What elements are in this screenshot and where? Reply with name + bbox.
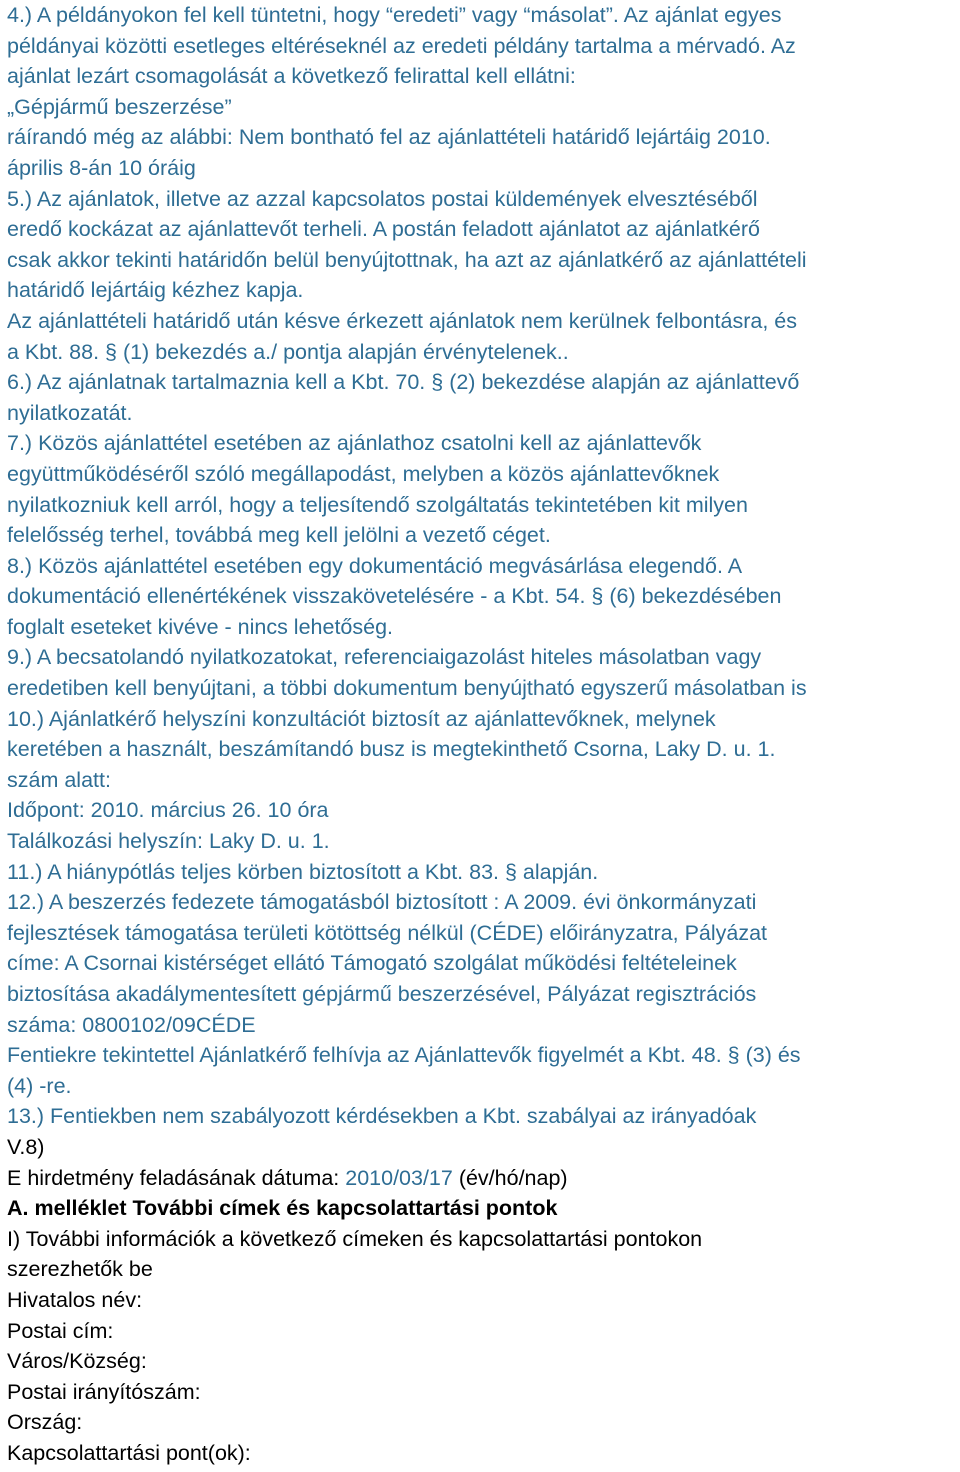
text-line: 10.) Ajánlatkérő helyszíni konzultációt biztosít az ajánlattevőknek, melynek bbox=[7, 706, 716, 731]
text-line: keretében a használt, beszámítandó busz is megtekinthető Csorna, Laky D. u. 1. bbox=[7, 737, 776, 762]
text-line: Időpont: 2010. március 26. 10 óra bbox=[7, 798, 329, 823]
text-line: biztosítása akadálymentesített gépjármű beszerzésével, Pályázat regisztrációs bbox=[7, 982, 757, 1006]
text-line: együttműködéséről szóló megállapodást, melyben a közös ajánlattevőknek bbox=[7, 461, 720, 486]
field-label-postal-code: Postai irányítószám: bbox=[7, 1379, 201, 1404]
field-label-town: Város/Község: bbox=[7, 1349, 147, 1374]
text-line: foglalt eseteket kivéve - nincs lehetőség. bbox=[7, 614, 394, 639]
text-line: szám alatt: bbox=[7, 767, 111, 792]
publication-date-line bbox=[7, 1163, 954, 1194]
annex-fields bbox=[7, 1224, 954, 1469]
text-line: 4.) A példányokon fel kell tüntetni, hogy “eredeti” vagy “másolat”. Az ajánlat egyes bbox=[7, 3, 782, 27]
field-label-postal-address: Postai cím: bbox=[7, 1318, 114, 1343]
text-line: 11.) A hiánypótlás teljes körben biztosított a Kbt. 83. § alapján. bbox=[7, 859, 599, 884]
annex-intro-line: szerezhetők be bbox=[7, 1257, 153, 1282]
text-line: Fentiekre tekintettel Ajánlatkérő felhívja az Ajánlattevők figyelmét a Kbt. 48. § (3) és bbox=[7, 1043, 801, 1068]
text-line: eredetiben kell benyújtani, a többi dokumentum benyújtható egyszerű másolatban is bbox=[7, 676, 807, 701]
annex-intro-line: I) További információk a következő címeken és kapcsolattartási pontokon bbox=[7, 1226, 703, 1251]
text-line: 5.) Az ajánlatok, illetve az azzal kapcsolatos postai küldemények elvesztéséből bbox=[7, 186, 758, 211]
section-reference: V.8) bbox=[7, 1134, 45, 1159]
text-line: Az ajánlattételi határidő után késve érkezett ajánlatok nem kerülnek felbontásra, és bbox=[7, 308, 797, 333]
text-line: 12.) A beszerzés fedezete támogatásból biztosított : A 2009. évi önkormányzati bbox=[7, 890, 757, 915]
text-line: Találkozási helyszín: Laky D. u. 1. bbox=[7, 829, 330, 854]
text-line: száma: 0800102/09CÉDE bbox=[7, 1012, 256, 1037]
field-label-official-name: Hivatalos név: bbox=[7, 1287, 143, 1312]
annex-heading: A. melléklet További címek és kapcsolattartási pontok bbox=[7, 1196, 558, 1221]
text-line: határidő lejártáig kézhez kapja. bbox=[7, 278, 304, 303]
text-line: példányai közötti esetleges eltéréseknél az eredeti példány tartalma a mérvadó. Az bbox=[7, 33, 796, 58]
field-label-contact-points: Kapcsolattartási pont(ok): bbox=[7, 1440, 251, 1465]
publication-date-label: E hirdetmény feladásának dátuma: bbox=[7, 1165, 346, 1190]
field-label-country: Ország: bbox=[7, 1410, 83, 1435]
text-line: április 8-án 10 óráig bbox=[7, 155, 196, 180]
text-line: 8.) Közös ajánlattétel esetében egy dokumentáció megvásárlása elegendő. A bbox=[7, 553, 743, 578]
text-line: a Kbt. 88. § (1) bekezdés a./ pontja alapján érvénytelenek.. bbox=[7, 339, 569, 364]
publication-date-value: 2010/03/17 bbox=[345, 1165, 453, 1190]
text-line: csak akkor tekinti határidőn belül benyújtottnak, ha azt az ajánlatkérő az ajánlattételi bbox=[7, 247, 807, 272]
text-line: 9.) A becsatolandó nyilatkozatokat, referenciaigazolást hiteles másolatban vagy bbox=[7, 645, 762, 670]
text-line: dokumentáció ellenértékének visszakövetelésére - a Kbt. 54. § (6) bekezdésében bbox=[7, 584, 782, 609]
text-line: „Gépjármű beszerzése” bbox=[7, 94, 232, 119]
text-line: nyilatkozniuk kell arról, hogy a teljesítendő szolgáltatás tekintetében kit milyen bbox=[7, 492, 748, 517]
text-line: ráírandó még az alábbi: Nem bontható fel az ajánlattételi határidő lejártáig 2010. bbox=[7, 125, 771, 150]
blue-body-text bbox=[7, 0, 954, 1132]
text-line: ajánlat lezárt csomagolását a következő felirattal kell ellátni: bbox=[7, 64, 576, 89]
text-line: 13.) Fentiekben nem szabályozott kérdésekben a Kbt. szabályai az irányadóak bbox=[7, 1104, 757, 1129]
text-line: 6.) Az ajánlatnak tartalmaznia kell a Kbt. 70. § (2) bekezdése alapján az ajánlattevő bbox=[7, 370, 800, 395]
publication-date-suffix: (év/hó/nap) bbox=[452, 1165, 568, 1190]
text-line: felelősség terhel, továbbá meg kell jelölni a vezető céget. bbox=[7, 523, 551, 548]
text-line: eredő kockázat az ajánlattevőt terheli. A postán feladott ajánlatot az ajánlatkérő bbox=[7, 217, 760, 242]
text-line: nyilatkozatát. bbox=[7, 400, 133, 425]
text-line: fejlesztések támogatása területi kötöttség nélkül (CÉDE) előirányzatra, Pályázat bbox=[7, 920, 768, 945]
text-line: (4) -re. bbox=[7, 1073, 72, 1098]
text-line: 7.) Közös ajánlattétel esetében az ajánlathoz csatolni kell az ajánlattevők bbox=[7, 431, 702, 456]
text-line: címe: A Csornai kistérséget ellátó Támogató szolgálat működési feltételeinek bbox=[7, 951, 737, 976]
